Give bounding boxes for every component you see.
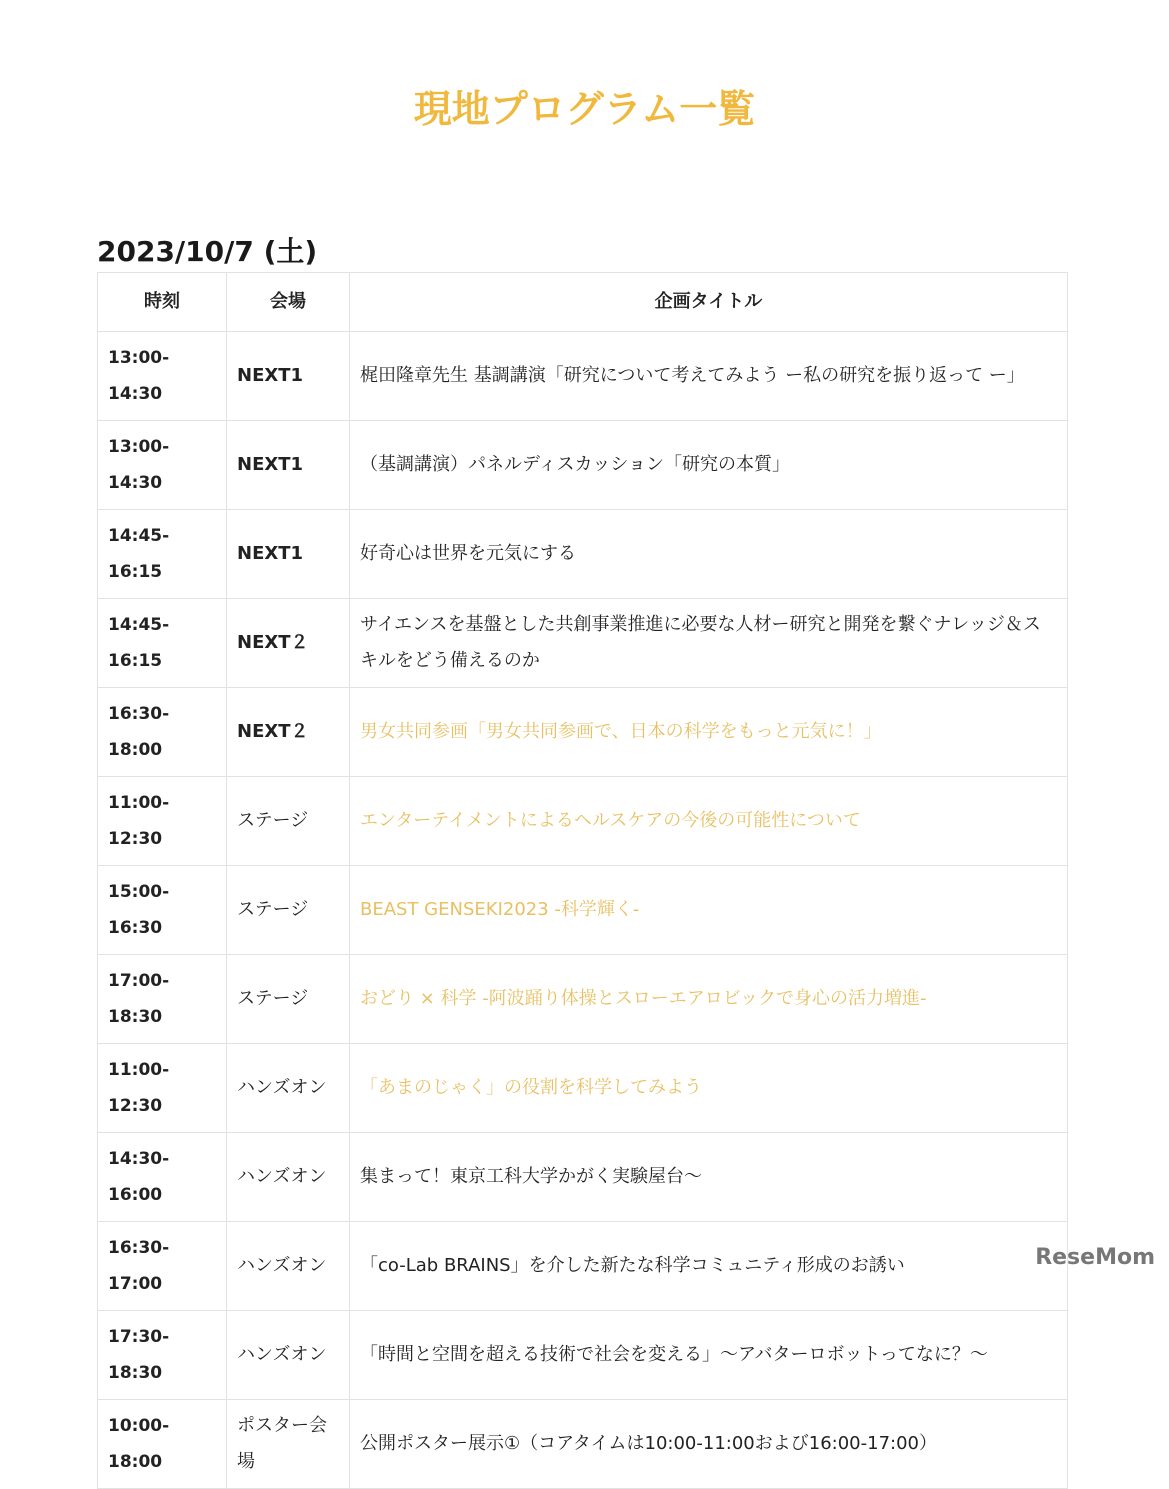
title-cell	[350, 599, 1068, 688]
table-row	[98, 1400, 1068, 1489]
title-cell	[350, 510, 1068, 599]
venue-cell: ハンズオン	[227, 1133, 350, 1222]
table-row	[98, 510, 1068, 599]
time-cell: 17:30-18:30	[98, 1311, 227, 1400]
table-row	[98, 599, 1068, 688]
program-title: 集まって！東京工科大学かがく実験屋台〜	[360, 1166, 702, 1187]
title-cell	[350, 1400, 1068, 1489]
table-row	[98, 1044, 1068, 1133]
program-title: サイエンスを基盤とした共創事業推進に必要な人材ー研究と開発を繋ぐナレッジ＆スキルをどう備えるのか	[360, 614, 1041, 671]
time-cell: 10:00-18:00	[98, 1400, 227, 1489]
page-title: 現地プログラム一覧	[413, 87, 756, 131]
venue-cell: ステージ	[227, 955, 350, 1044]
program-title: 「co-Lab BRAINS」を介した新たな科学コミュニティ形成のお誘い	[360, 1255, 905, 1276]
header-time: 時刻	[98, 273, 227, 332]
time-cell: 13:00-14:30	[98, 332, 227, 421]
resemom-logo: ReseMom	[1035, 1245, 1155, 1270]
time-cell: 11:00-12:30	[98, 1044, 227, 1133]
time-cell: 14:45-16:15	[98, 599, 227, 688]
program-title: 「時間と空間を超える技術で社会を変える」〜アバターロボットってなに？〜	[360, 1344, 988, 1365]
venue-cell: ハンズオン	[227, 1311, 350, 1400]
header-title: 企画タイトル	[350, 273, 1068, 332]
table-row	[98, 955, 1068, 1044]
program-link[interactable]: エンターテイメントによるヘルスケアの今後の可能性について	[360, 810, 861, 831]
title-cell	[350, 1133, 1068, 1222]
table-row	[98, 866, 1068, 955]
table-row	[98, 332, 1068, 421]
program-table	[97, 272, 1068, 1489]
venue-cell: NEXT1	[227, 332, 350, 421]
venue-cell: NEXT２	[227, 599, 350, 688]
title-cell	[350, 1311, 1068, 1400]
table-row	[98, 1311, 1068, 1400]
venue-cell: ポスター会場	[227, 1400, 350, 1489]
time-cell: 17:00-18:30	[98, 955, 227, 1044]
program-title: 梶田隆章先生 基調講演「研究について考えてみよう ー私の研究を振り返って ー」	[360, 365, 1025, 386]
program-link[interactable]: おどり × 科学 -阿波踊り体操とスローエアロビックで身心の活力増進-	[360, 988, 927, 1009]
venue-cell: ハンズオン	[227, 1044, 350, 1133]
venue-cell: ステージ	[227, 866, 350, 955]
table-row	[98, 421, 1068, 510]
venue-cell: ハンズオン	[227, 1222, 350, 1311]
time-cell: 14:45-16:15	[98, 510, 227, 599]
time-cell: 11:00-12:30	[98, 777, 227, 866]
program-title: 好奇心は世界を元気にする	[360, 543, 576, 564]
time-cell: 15:00-16:30	[98, 866, 227, 955]
venue-cell: NEXT1	[227, 510, 350, 599]
date-heading: 2023/10/7 (土)	[97, 235, 318, 268]
table-row	[98, 777, 1068, 866]
header-venue: 会場	[227, 273, 350, 332]
program-link[interactable]: 男女共同参画「男女共同参画で、日本の科学をもっと元気に！」	[360, 721, 882, 742]
table-row	[98, 688, 1068, 777]
title-cell[interactable]	[350, 866, 1068, 955]
table-row	[98, 1222, 1068, 1311]
venue-cell: NEXT２	[227, 688, 350, 777]
title-cell[interactable]	[350, 777, 1068, 866]
title-cell	[350, 1222, 1068, 1311]
program-link[interactable]: 「あまのじゃく」の役割を科学してみよう	[360, 1077, 702, 1098]
title-cell	[350, 332, 1068, 421]
time-cell: 16:30-18:00	[98, 688, 227, 777]
venue-cell: NEXT1	[227, 421, 350, 510]
program-title: 公開ポスター展示①（コアタイムは10:00-11:00および16:00-17:00）	[360, 1433, 937, 1454]
table-header-row	[98, 273, 1068, 332]
title-cell	[350, 421, 1068, 510]
time-cell: 14:30-16:00	[98, 1133, 227, 1222]
title-cell[interactable]	[350, 688, 1068, 777]
title-cell[interactable]	[350, 955, 1068, 1044]
program-title: （基調講演）パネルディスカッション「研究の本質」	[360, 454, 791, 475]
time-cell: 13:00-14:30	[98, 421, 227, 510]
title-cell[interactable]	[350, 1044, 1068, 1133]
venue-cell: ステージ	[227, 777, 350, 866]
table-row	[98, 1133, 1068, 1222]
program-link[interactable]: BEAST GENSEKI2023 -科学輝く-	[360, 899, 640, 920]
time-cell: 16:30-17:00	[98, 1222, 227, 1311]
